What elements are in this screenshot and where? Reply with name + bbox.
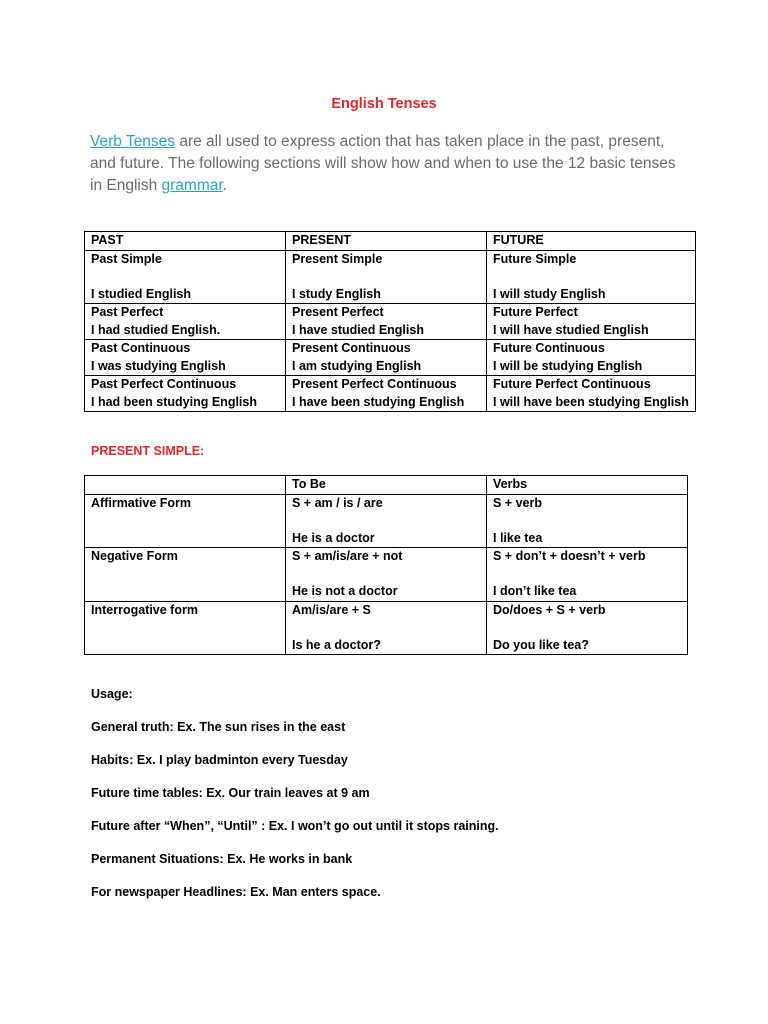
cell-line: Am/is/are + S xyxy=(292,602,371,617)
cell-line: I was studying English xyxy=(91,358,226,373)
table-header-cell: PAST xyxy=(85,232,286,251)
table-cell xyxy=(85,494,286,548)
cell-line: Do you like tea? xyxy=(493,637,589,652)
cell-line: I have studied English xyxy=(292,322,424,337)
table-cell xyxy=(487,340,696,376)
table-header-cell: PRESENT xyxy=(286,232,487,251)
cell-line xyxy=(292,268,480,286)
table-header-cell: Verbs xyxy=(487,476,688,495)
table-cell xyxy=(85,340,286,376)
table-cell xyxy=(487,494,688,548)
cell-line: I am studying English xyxy=(292,358,422,373)
cell-line: I don’t like tea xyxy=(493,584,577,598)
cell-line: I will have been studying English xyxy=(493,394,689,409)
table-row xyxy=(85,494,688,548)
present-simple-table-body xyxy=(85,476,688,655)
grammar-link[interactable]: grammar xyxy=(161,177,223,194)
cell-line: Present Perfect xyxy=(292,305,384,319)
table-header-cell xyxy=(85,476,286,495)
present-simple-heading: PRESENT SIMPLE: xyxy=(91,444,205,458)
usage-item: Permanent Situations: Ex. He works in bank xyxy=(91,852,353,866)
cell-line: Future Perfect Continuous xyxy=(493,377,651,391)
table-cell xyxy=(286,340,487,376)
table-cell xyxy=(286,250,487,304)
cell-line: Present Simple xyxy=(292,251,383,266)
cell-line xyxy=(292,512,480,530)
cell-line: Present Continuous xyxy=(292,341,411,355)
cell-line xyxy=(493,512,681,530)
page-title: English Tenses xyxy=(331,96,437,112)
cell-line: I like tea xyxy=(493,530,543,545)
cell-line: S + am/is/are + not xyxy=(292,549,403,563)
cell-line: I studied English xyxy=(91,286,192,301)
table-cell xyxy=(487,601,688,655)
table-cell xyxy=(286,494,487,548)
table-cell xyxy=(487,250,696,304)
table-row xyxy=(85,376,696,412)
intro-text-2: . xyxy=(222,177,227,194)
cell-line: He is not a doctor xyxy=(292,584,398,598)
table-cell xyxy=(487,376,696,412)
table-header-cell: To Be xyxy=(286,476,487,495)
table-cell xyxy=(85,601,286,655)
table-row xyxy=(85,548,688,602)
cell-line: Interrogative form xyxy=(91,602,198,617)
cell-line xyxy=(493,268,689,286)
tenses-table-body xyxy=(85,232,696,412)
usage-item: Habits: Ex. I play badminton every Tuesday xyxy=(91,753,348,767)
tenses-table xyxy=(84,231,696,412)
table-header-cell: FUTURE xyxy=(487,232,696,251)
cell-line: I will be studying English xyxy=(493,358,643,373)
intro-text-1: are all used to express action that has taken place in the past, present, and future. The following sections will show how and when to use the 12 basic tenses in English xyxy=(90,133,676,194)
cell-line: Future Simple xyxy=(493,251,577,266)
cell-line: Past Simple xyxy=(91,251,162,266)
cell-line: Future Perfect xyxy=(493,305,578,319)
intro-paragraph xyxy=(90,131,690,197)
cell-line xyxy=(91,268,279,286)
table-cell xyxy=(286,548,487,602)
cell-line: I have been studying English xyxy=(292,394,465,409)
usage-label: Usage: xyxy=(91,687,133,701)
cell-line: He is a doctor xyxy=(292,530,375,545)
table-cell xyxy=(286,601,487,655)
cell-line: Past Continuous xyxy=(91,341,191,355)
cell-line: Past Perfect Continuous xyxy=(91,377,237,391)
table-cell xyxy=(85,304,286,340)
table-cell xyxy=(85,250,286,304)
cell-line: I had been studying English xyxy=(91,394,257,409)
table-header-row xyxy=(85,232,696,251)
table-cell xyxy=(487,548,688,602)
cell-line: I will have studied English xyxy=(493,322,649,337)
table-cell xyxy=(286,304,487,340)
cell-line: Past Perfect xyxy=(91,305,164,319)
table-cell xyxy=(286,376,487,412)
cell-line: S + verb xyxy=(493,495,542,510)
table-row xyxy=(85,340,696,376)
usage-section xyxy=(91,686,499,917)
cell-line: Future Continuous xyxy=(493,341,605,355)
cell-line: I will study English xyxy=(493,286,606,301)
table-cell xyxy=(85,376,286,412)
cell-line xyxy=(292,566,480,584)
table-cell xyxy=(85,548,286,602)
present-simple-table xyxy=(84,475,688,655)
usage-item: General truth: Ex. The sun rises in the east xyxy=(91,720,346,734)
usage-item: Future after “When”, “Until” : Ex. I won’t go out until it stops raining. xyxy=(91,819,499,833)
cell-line xyxy=(493,566,681,584)
cell-line: S + am / is / are xyxy=(292,495,383,510)
verb-tenses-link[interactable]: Verb Tenses xyxy=(90,133,176,150)
cell-line: Do/does + S + verb xyxy=(493,602,606,617)
cell-line: Negative Form xyxy=(91,549,178,563)
cell-line: I had studied English. xyxy=(91,322,221,337)
cell-line xyxy=(292,619,480,637)
table-header-row xyxy=(85,476,688,495)
cell-line: I study English xyxy=(292,286,381,301)
table-row xyxy=(85,250,696,304)
table-cell xyxy=(487,304,696,340)
cell-line: Affirmative Form xyxy=(91,495,192,510)
usage-item: For newspaper Headlines: Ex. Man enters space. xyxy=(91,885,381,899)
table-row xyxy=(85,601,688,655)
cell-line: S + don’t + doesn’t + verb xyxy=(493,549,646,563)
cell-line: Is he a doctor? xyxy=(292,637,381,652)
cell-line xyxy=(493,619,681,637)
usage-item: Future time tables: Ex. Our train leaves at 9 am xyxy=(91,786,370,800)
table-row xyxy=(85,304,696,340)
cell-line: Present Perfect Continuous xyxy=(292,377,457,391)
